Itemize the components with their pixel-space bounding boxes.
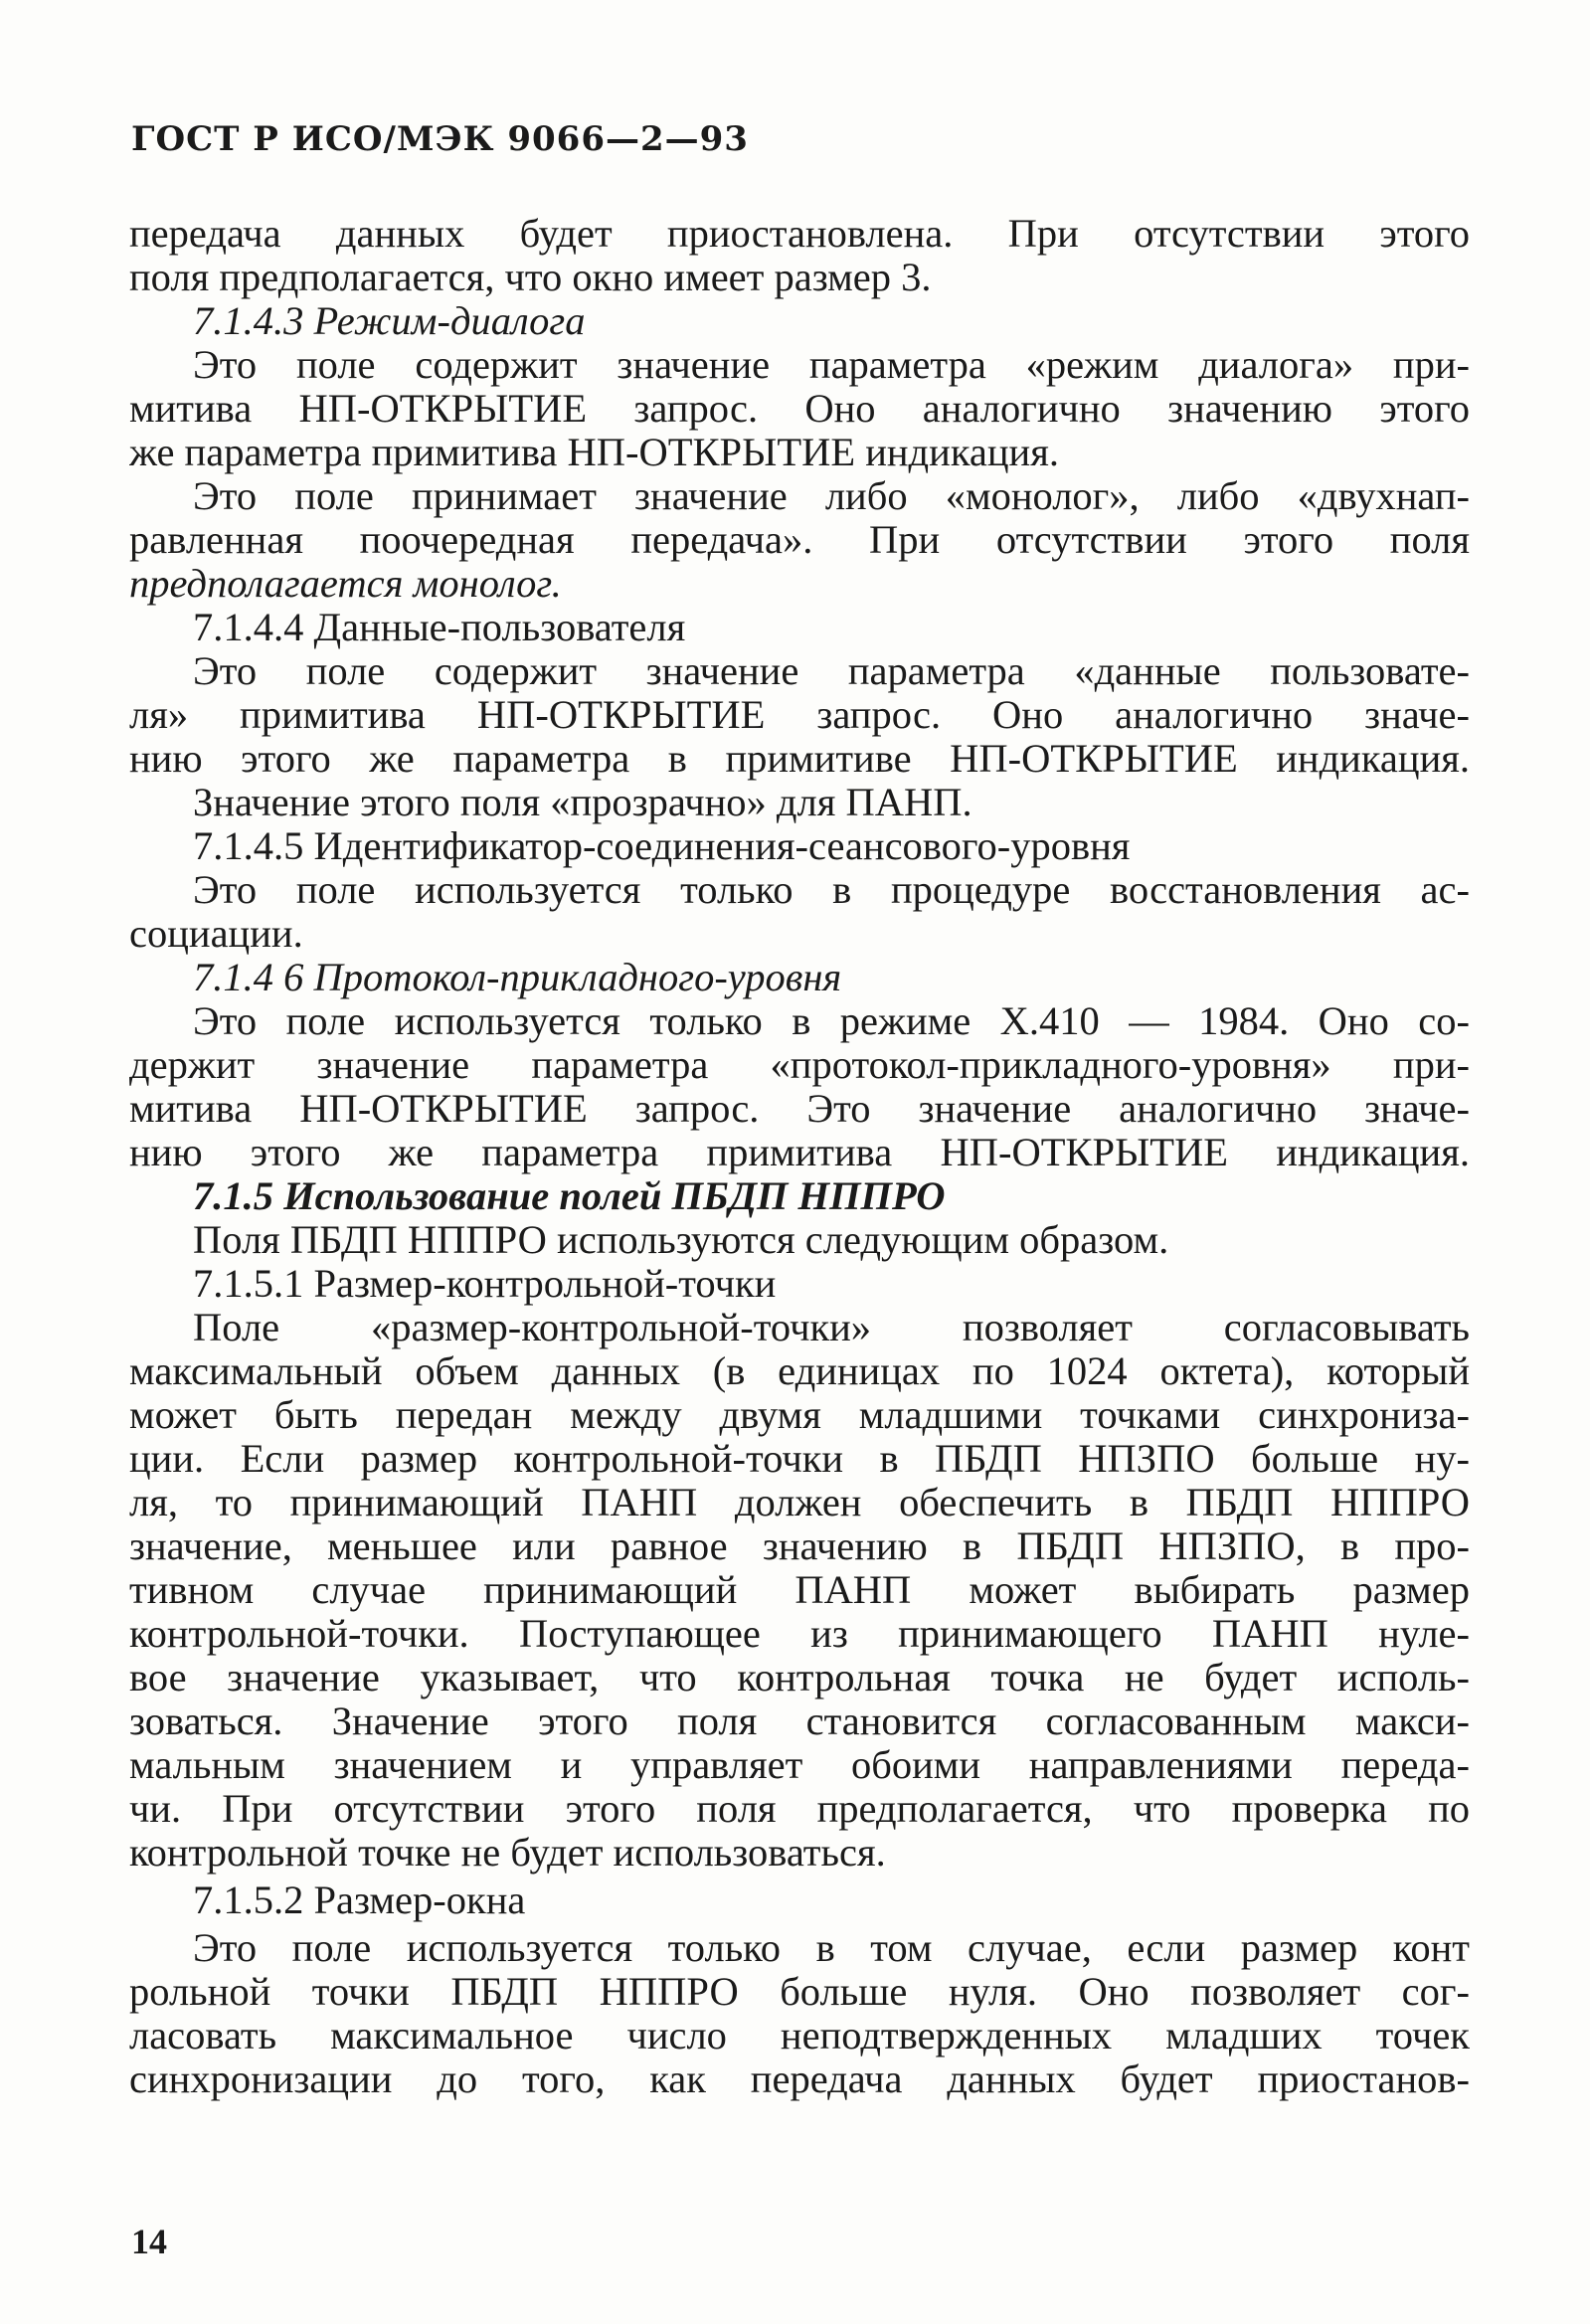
- text-line: ля, то принимающий ПАНП должен обеспечить в ПБДП НППРО: [129, 1481, 1470, 1524]
- subsection-heading: 7.1.4.5 Идентификатор-соединения-сеансового-уровня: [193, 824, 1131, 868]
- text-line: Это поле содержит значение параметра «режим диалога» при-: [193, 343, 1470, 387]
- text-line: контрольной точке не будет использоваться.: [129, 1831, 886, 1875]
- text-line: социации.: [129, 912, 303, 956]
- text-line: держит значение параметра «протокол-прикладного-уровня» при-: [129, 1043, 1470, 1087]
- text-line: Поле «размер-контрольной-точки» позволяет согласовывать: [193, 1306, 1470, 1349]
- text-line: зоваться. Значение этого поля становится согласованным макси-: [129, 1699, 1470, 1743]
- text-line: нию этого же параметра в примитиве НП-ОТКРЫТИЕ индикация.: [129, 737, 1470, 781]
- text-line: митива НП-ОТКРЫТИЕ запрос. Это значение аналогично значе-: [129, 1087, 1470, 1131]
- text-line: ции. Если размер контрольной-точки в ПБДП НПЗПО больше ну-: [129, 1437, 1470, 1481]
- text-line: синхронизации до того, как передача данных будет приостанов-: [129, 2057, 1470, 2101]
- text-line: Значение этого поля «прозрачно» для ПАНП.: [193, 781, 972, 824]
- text-line: максимальный объем данных (в единицах по 1024 октета), который: [129, 1349, 1470, 1393]
- text-line: рольной точки ПБДП НППРО больше нуля. Оно позволяет сог-: [129, 1970, 1470, 2014]
- text-line: Это поле содержит значение параметра «данные пользовате-: [193, 649, 1470, 693]
- text-line: Это поле принимает значение либо «монолог», либо «двухнап-: [193, 474, 1470, 518]
- text-line: чи. При отсутствии этого поля предполагается, что проверка по: [129, 1787, 1470, 1831]
- document-header: ГОСТ Р ИСО/МЭК 9066—2—93: [131, 119, 749, 159]
- text-line: ласовать максимальное число неподтвержденных младших точек: [129, 2014, 1470, 2057]
- text-line: Это поле используется только в режиме X.410 — 1984. Оно со-: [193, 999, 1470, 1043]
- text-line: равленная поочередная передача». При отсутствии этого поля: [129, 518, 1470, 562]
- text-line: передача данных будет приостановлена. При отсутствии этого: [129, 212, 1470, 256]
- text-line: вое значение указывает, что контрольная точка не будет исполь-: [129, 1656, 1470, 1699]
- subsection-heading: 7.1.4.4 Данные-пользователя: [193, 606, 686, 649]
- document-body: [129, 212, 1470, 2101]
- page-number: 14: [131, 2222, 167, 2261]
- text-line: поля предполагается, что окно имеет размер 3.: [129, 256, 932, 299]
- text-line: Это поле используется только в процедуре восстановления ас-: [193, 868, 1470, 912]
- text-line: контрольной-точки. Поступающее из принимающего ПАНП нуле-: [129, 1612, 1470, 1656]
- subsection-heading: 7.1.5.1 Размер-контрольной-точки: [193, 1262, 777, 1306]
- text-line: нию этого же параметра примитива НП-ОТКРЫТИЕ индикация.: [129, 1131, 1470, 1174]
- text-line: ля» примитива НП-ОТКРЫТИЕ запрос. Оно аналогично значе-: [129, 693, 1470, 737]
- text-line: Поля ПБДП НППРО используются следующим образом.: [193, 1218, 1169, 1262]
- subsection-heading: 7.1.4 6 Протокол-прикладного-уровня: [193, 956, 842, 999]
- text-line: мальным значением и управляет обоими направлениями переда-: [129, 1743, 1470, 1787]
- text-line: предполагается монолог.: [129, 562, 562, 606]
- text-line: Это поле используется только в том случае, если размер конт: [193, 1926, 1470, 1970]
- text-line: же параметра примитива НП-ОТКРЫТИЕ индикация.: [129, 431, 1059, 474]
- text-line: митива НП-ОТКРЫТИЕ запрос. Оно аналогично значению этого: [129, 387, 1470, 431]
- subsection-heading: 7.1.5.2 Размер-окна: [193, 1878, 526, 1922]
- text-line: значение, меньшее или равное значению в ПБДП НПЗПО, в про-: [129, 1524, 1470, 1568]
- subsection-heading: 7.1.4.3 Режим-диалога: [193, 299, 586, 343]
- text-line: может быть передан между двумя младшими точками синхрониза-: [129, 1393, 1470, 1437]
- text-line: тивном случае принимающий ПАНП может выбирать размер: [129, 1568, 1470, 1612]
- section-heading: 7.1.5 Использование полей ПБДП НППРО: [193, 1174, 946, 1218]
